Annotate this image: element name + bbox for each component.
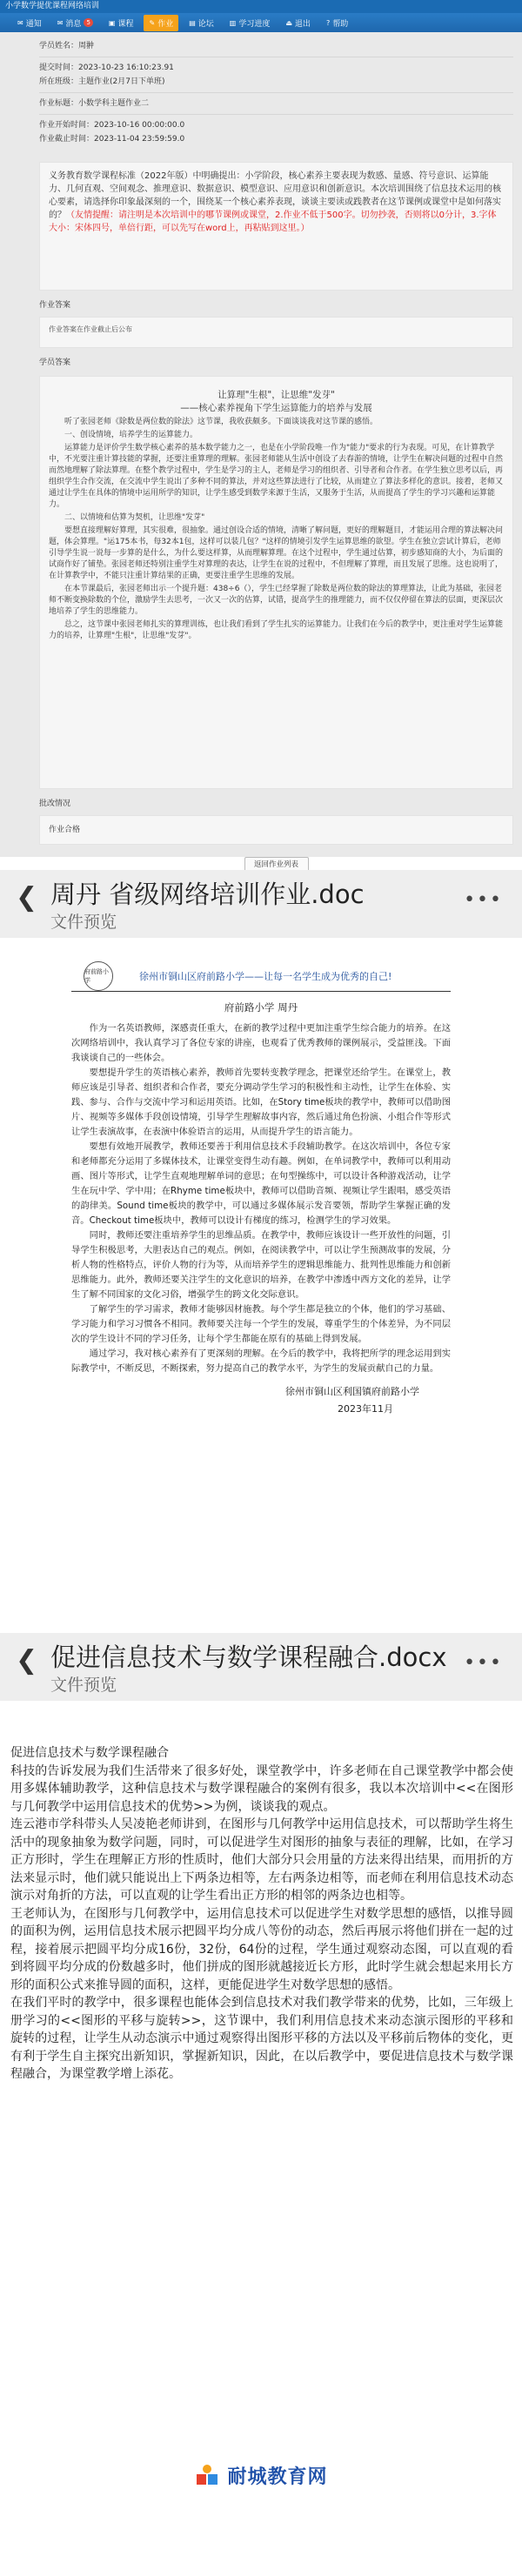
requirement-text: 义务教育数学课程标准（2022年版）中明确提出：小学阶段，核心素养主要表现为数感、量感、符号意识、运算能力、几何直观、空间观念、推理意识、数据意识、模型意识、应用意识和创新意识。本次培训围绕了信息技术运用的核心要素，请选择你印象最深刻的一个，围绕某一个核心素养表现，谈谈主要读或践教者在这节课例或课堂中是如何落实的？: [49, 171, 501, 220]
nav-item-homework[interactable]: ✎ 作业: [144, 15, 178, 31]
comment-label: 批改情况: [39, 800, 71, 808]
document-page: [71, 960, 451, 1604]
document-paragraph: 在我们平时的教学中，很多课程也能体会到信息技术对我们教学带来的优势，比如，三年级上册学习的<<图形的平移与旋转>>，这节课中，我们利用信息技术来动态演示图形的平移和旋转的过程，让学生从动态演示中通过观察得出图形平移的方法以及平移前后物体的变化，更有利于学生自主探究出新知识，掌握新知识，因此，在以后教学中，要促进信息技术与数学课程融合，为课堂教学增上添花。: [10, 1996, 513, 2081]
essay-paragraph: 运算能力是评价学生数学核心素养的基本数学能力之一，也是在小学阶段唯一作为"能力"要求的行为表现。可见，在计算教学中，不光要注重计算技能的掌握，还要注重算理的理解。张园老师能从生活中创设了去春游的情境，让学生在解决问题的过程中自然而然地理解了除法算理。在整个教学过程中，学生是学习的主人，老师是学习的组织者、引导者和合作者。在学生独立思考以后，再组织学生合作交流，在交流中学生说出了多种不同的算法，并对这些算法进行了比较，从而建立了算法多样化的意识。接着，老师又通过让学生在具体的情境中运用所学的知识，让学生感受到数学来源于生活，又服务于生活，从而提高了学生的学习兴趣和运算能力。: [49, 444, 504, 509]
document-paragraph: 王老师认为，在图形与几何教学中，运用信息技术可以促进学生对数学思想的感悟，以推导圆的面积为例，运用信息技术展示把圆平均分成八等份的动态，然后再展示将他们拼在一起的过程，接着展示把圆平均分成16份，32份，64份的过程，学生通过观察动态图，可以直观的看到将圆平均分成的份数越多时，他们拼成的图形就越接近长方形，此时学生就会想起来用长方形的面积公式来推导圆的面积，这样，更能促进学生对数学思想的感悟。: [10, 1906, 513, 1992]
document-paragraph: 连云港市学科带头人吴凌艳老师讲到，在图形与几何教学中运用信息技术，可以帮助学生将生活中的现象抽象为数学问题，同时，可以促进学生对图形的抽象与表征的理解，比如，在学习正方形时，学生在理解正方形的性质时，他们大部分只会用量的方法来得出结果，而用折的方法来显示时，他们就只能说出上下两条边相等，左右两条边相等，而老师在利用信息技术动态演示对角折的方法，可以直观的让学生看出正方形的相邻的两条边也相等。: [10, 1817, 513, 1903]
student-answer: [39, 376, 513, 789]
assignment-portal: [0, 0, 522, 869]
essay-paragraph: 听了张园老师《除数是两位数的除法》这节课，我收获颇多。下面谈谈我对这节课的感悟。: [64, 418, 378, 426]
document-paragraph: 要想有效地开展教学，教师还要善于利用信息技术手段辅助教学。在这次培训中，各位专家和老师都充分运用了多媒体技术，让课堂变得生动有趣。例如，在单词教学中，教师可以利用动画、图片等形式，让学生直观地理解单词的意思；在句型操练中，可以设计各种游戏活动，让学生在玩中学、学中用；在Rhyme time板块中，教师可以借助音频、视频让学生跟唱，感受英语的韵律美。Sound time板块的教学中，可以通过多媒体展示发音要领，帮助学生掌握正确的发音。Checkout time板块中，教师可以设计有梯度的练习，检测学生的学习效果。: [71, 1141, 451, 1226]
school-motto: 徐州市铜山区府前路小学——让每一名学生成为优秀的自己!: [139, 970, 392, 982]
nav-item-notice[interactable]: ✉ 通知: [17, 18, 42, 29]
bell-icon: ✉: [17, 18, 23, 27]
document-paragraph: 通过学习，我对核心素养有了更深刻的理解。在今后的教学中，我将把所学的理念运用到实际教学中，不断反思，不断探索，努力提高自己的教学水平，为学生的发展贡献自己的力量。: [71, 1348, 451, 1374]
document-paragraph: 了解学生的学习需求，教师才能够因材施教。每个学生都是独立的个体，他们的学习基础、学习能力和学习习惯各不相同。教师要关注每一个学生的发展，尊重学生的个体差异，为不同层次的学生设计不同的学习任务，让每个学生都能在原有的基础上得到发展。: [71, 1304, 451, 1344]
document-paragraph: 作为一名英语教师，深感责任重大，在新的教学过程中更加注重学生综合能力的培养。在这次网络培训中，我认真学习了各位专家的讲座，也观看了优秀教师的课例展示，受益匪浅。下面我谈谈自己的一些体会。: [71, 1023, 451, 1063]
message-count-badge: 5: [84, 18, 92, 27]
essay-subtitle: ——核心素养视角下学生运算能力的培养与发展: [180, 403, 372, 413]
assignment-requirement: [39, 162, 513, 291]
top-navbar: [0, 13, 522, 32]
class-name: 所在班级：主题作业(2月7日下单班): [39, 77, 165, 86]
site-title: 小学数学提优课程网络培训: [5, 2, 100, 10]
school-logo-icon: 府前路小学: [84, 961, 113, 991]
answer-label: 作业答案: [39, 301, 71, 310]
pencil-icon: ✎: [149, 18, 156, 27]
book-logo-icon: [194, 2462, 220, 2488]
document-signature: 徐州市铜山区利国镇府前路小学: [285, 1386, 419, 1397]
site-watermark: [0, 2458, 522, 2492]
essay-paragraph: 在本节课最后，张园老师出示一个提升题：438÷6（），学生已经掌握了除数是两位数的除法的算理算法，让此为基础，张园老师不断变换除数的个位，激励学生去思考，一次又一次的估算，试错，提高学生的推理能力，而不仅仅停留在算法的层面，更深层次地培养了学生的思维能力。: [49, 585, 504, 616]
divider: [39, 114, 513, 115]
back-to-list-button[interactable]: 返回作业列表: [244, 857, 309, 873]
essay-title: 让算理"生根"，让思维"发芽": [218, 390, 335, 400]
help-icon: ?: [325, 18, 331, 27]
assignment-detail: [39, 39, 513, 873]
document-paragraph: 科技的告诉发展为我们生活带来了很多好处，课堂教学中，许多老师在自己课堂教学中都会使用多媒体辅助教学，这种信息技术与数学课程融合的案例有很多，我以本次培训中<<在图形与几何教学中运用信息技术的优势>>为例，谈谈我的观点。: [10, 1763, 513, 1814]
document-preview: [0, 1701, 522, 2576]
site-header: [0, 0, 522, 13]
file-subtitle: 文件预览: [50, 1676, 117, 1695]
file-title: 周丹 省级网络培训作业.doc: [50, 880, 365, 909]
document-body: [71, 1021, 451, 1376]
my-answer-label: 学员答案: [39, 358, 71, 367]
document-paragraph: 同时，教师还要注重培养学生的思维品质。在教学中，教师应该设计一些开放性的问题，引导学生积极思考，大胆表达自己的观点。例如，在阅读教学中，可以让学生预测故事的发展，分析人物的性格特点，评价人物的行为等，从而培养学生的逻辑思维能力、批判性思维能力和创新思维能力。此外，教师还要关注学生的文化意识的培养，在教学中渗透中西方文化的差异，让学生了解不同国家的文化习俗，增强学生的跨文化交际意识。: [71, 1230, 451, 1300]
essay-paragraph: 一、创设情境，培养学生的运算能力。: [64, 431, 198, 439]
file-subtitle: 文件预览: [50, 913, 117, 932]
nav-item-logout[interactable]: ⏏ 退出: [285, 18, 311, 29]
file-viewer-header: [0, 870, 522, 938]
document-body: [10, 1744, 513, 2084]
document-title: 府前路小学 周丹: [224, 1001, 298, 1014]
file-title: 促进信息技术与数学课程融合.docx: [50, 1643, 447, 1672]
progress-icon: ▥: [229, 18, 237, 27]
document-heading: 促进信息技术与数学课程融合: [10, 1746, 169, 1760]
submit-time: 提交时间：2023-10-23 16:10:23.91: [39, 64, 174, 72]
document-date: 2023年11月: [338, 1403, 393, 1415]
essay-paragraph: 总之，这节课中张园老师扎实的算理训练，也让我们看到了学生扎实的运算能力。让我们在今后的教学中，更注重对学生运算能力的培养，让算理"生根"，让思维"发芽"。: [49, 620, 504, 640]
divider: [39, 92, 513, 93]
more-options-icon[interactable]: •••: [464, 1652, 503, 1674]
file-viewer-header: [0, 1633, 522, 1701]
back-arrow-icon[interactable]: ❮: [16, 1645, 38, 1676]
assignment-title: 作业标题：小数学科主题作业二: [39, 99, 150, 108]
nav-item-help[interactable]: ? 帮助: [325, 18, 349, 29]
more-options-icon[interactable]: •••: [464, 889, 503, 911]
forum-icon: ▤: [189, 18, 196, 27]
deadline: 作业截止时间：2023-11-04 23:59:59.0: [39, 135, 185, 144]
back-arrow-icon[interactable]: ❮: [16, 882, 38, 913]
nav-item-forum[interactable]: ▤ 论坛: [189, 18, 214, 29]
document-paragraph: 要想提升学生的英语核心素养，教师首先要转变教学理念，把课堂还给学生。在课堂上，教师应该是引导者、组织者和合作者，要充分调动学生学习的积极性和主动性，让学生在体验、实践、参与、合作与交流中学习和运用英语。比如，在Story time板块的教学中，教师可以借助图片、视频等多媒体手段创设情境，引导学生理解故事内容，然后通过角色扮演、小组合作等形式让学生表演故事，在表演中体验语言的运用，从而提升学生的语言能力。: [71, 1067, 451, 1137]
student-name: 学员姓名：周翀: [39, 42, 95, 50]
answer-notice: 作业答案在作业截止后公布: [39, 317, 513, 348]
document-letterhead: [71, 960, 451, 992]
logout-icon: ⏏: [285, 18, 292, 27]
message-icon: ✉: [57, 18, 64, 27]
book-icon: ▣: [108, 18, 116, 27]
grading-result: 作业合格: [39, 815, 513, 845]
document-preview: [0, 938, 522, 1609]
requirement-warning: （友情提醒：请注明是本次培训中的哪节课例或课堂，2.作业不低于500字。切勿抄袭，否则将以0分计，3.字体大小：宋体四号，单倍行距，可以先写在word上，再粘贴到这里。）: [49, 211, 497, 233]
start-time: 作业开始时间：2023-10-16 00:00:00.0: [39, 121, 185, 130]
nav-item-messages[interactable]: ✉ 消息 5: [52, 15, 98, 31]
essay-paragraph: 要想直接理解好算理，其实很难，很抽象。通过创设合适的情境，清晰了解问题，更好的理解题目，才能运用合理的算法解决问题，体会算理。"运175本书，每32本1包，这样可以装几包？"这样的情境引发学生运算思维的欲望。学生在独立尝试计算后，老师引导学生说一说每一步算的是什么，为什么要这样算，从而理解算理。在这个过程中，学生通过估算，初步感知商的大小，为后面的试商作好了铺垫。张园老师还特别注重学生对算理的表达，让学生在说的过程中，不但理解了算理，而且发展了思维。这也说明了，在计算教学中，不能只注重计算结果的正确，更要注重学生思维的发展。: [49, 526, 504, 580]
essay-paragraph: 二、以情境和估算为契机，让思维"发芽": [64, 513, 205, 522]
nav-item-progress[interactable]: ▥ 学习进度: [229, 18, 271, 29]
nav-item-courses[interactable]: ▣ 课程: [108, 18, 134, 29]
watermark-text: 耐城教育网: [227, 2466, 328, 2488]
